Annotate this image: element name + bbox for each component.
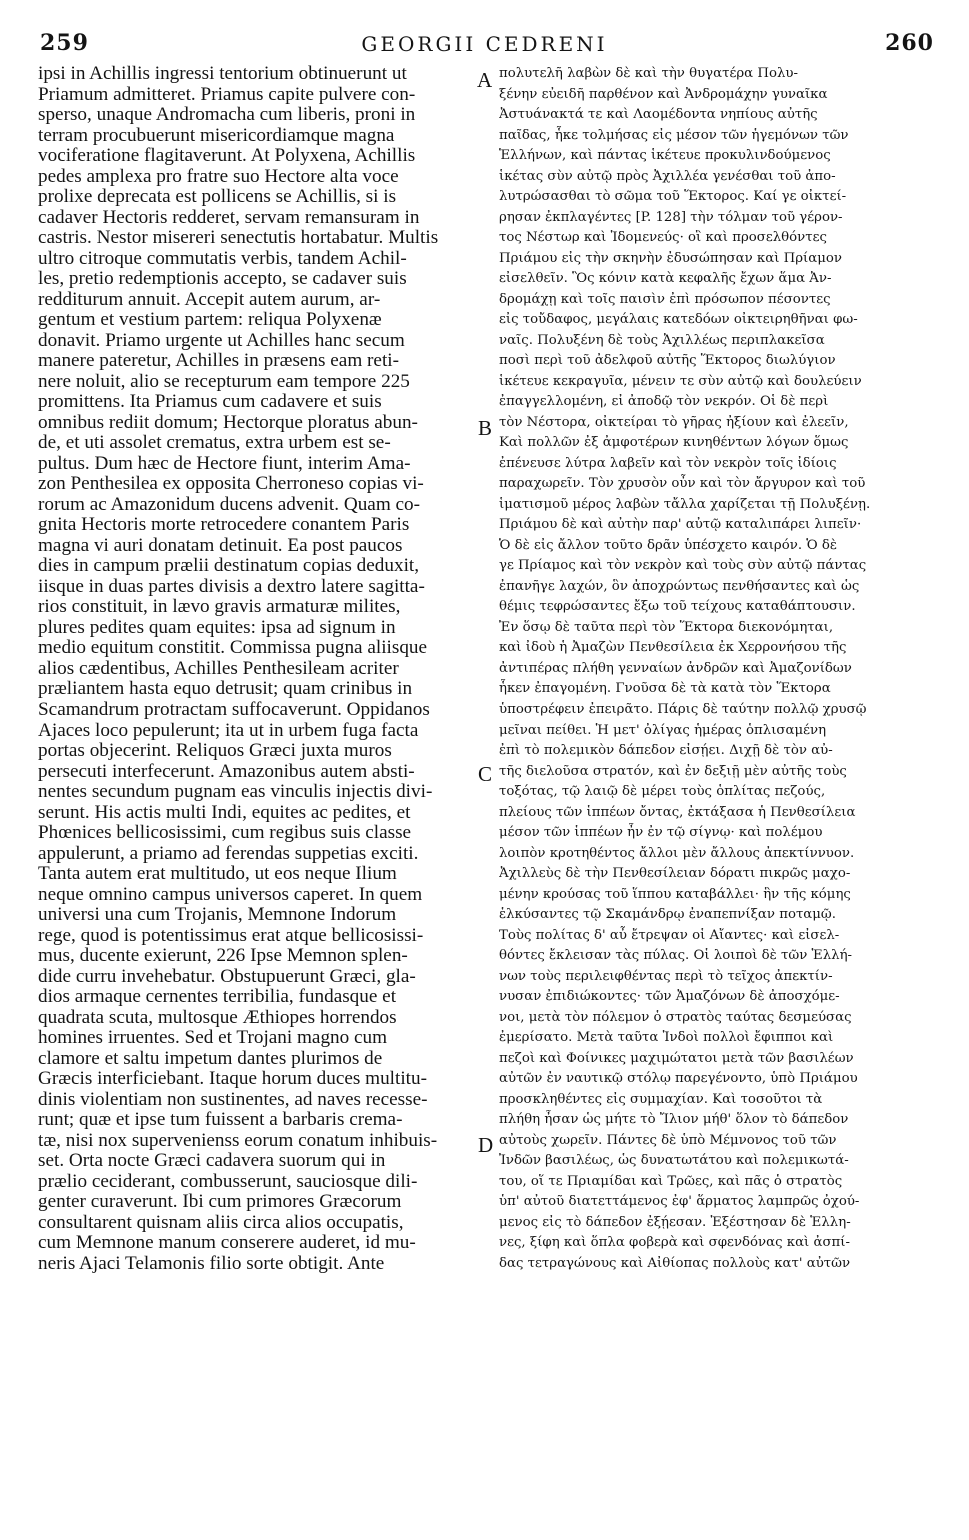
latin-text-line: dios armaque cernentes terribilia, fundasque et	[38, 987, 397, 1008]
latin-text-line: quadrata scuta, multosque Æthiopes horrendos	[38, 1007, 397, 1028]
greek-text-line: ἑλκύσαντες τῷ Σκαμάνδρῳ ἐναπεπνίξαν ποταμῷ.	[499, 907, 836, 923]
greek-text-line: ἱματισμοῦ μέρος λαβὼν τἄλλα χαρίζεται τῇ Πολυξένῃ.	[499, 496, 871, 512]
greek-text-line: Ὁ δὲ εἰς ἄλλον τοῦτο δρᾶν ὑπέσχετο καιρόν. Ὁ δὲ	[499, 537, 838, 553]
latin-text-line: alios cædentibus, Achilles Penthesileam acriter	[38, 658, 399, 679]
latin-text-line: prælio ceciderant, combusserunt, sauciosque dili-	[38, 1171, 418, 1192]
greek-text-line: παῖδας, ἧκε τολμήσας εἰς μέσον τῶν ἡγεμόνων τῶν	[499, 127, 849, 143]
greek-text-line: παραχωρεῖν. Τὸν χρυσὸν οὖν καὶ τὸν ἄργυρον καὶ τοῦ	[499, 476, 866, 492]
greek-text-line: προσκληθέντες εἰς συμμαχίαν. Καὶ τοσοῦτοι τὰ	[499, 1091, 823, 1107]
greek-text-line: ρησαν ἐκπλαγέντες [P. 128] τὴν τόλμαν τοῦ γέρον-	[499, 209, 843, 225]
greek-text-line: Ἀχιλλεὺς δὲ τὴν Πενθεσίλειαν δόρατι πικρῶς μαχο-	[499, 866, 851, 882]
greek-text-line: Ἰνδῶν βασιλέως, ὡς δυνατωτάτου καὶ πολεμικωτά-	[499, 1153, 849, 1169]
latin-text-line: gentum et vestium partem: reliqua Polyxenæ	[38, 310, 382, 331]
latin-text-line: genter curaverunt. Ibi cum primores Græcorum	[38, 1192, 402, 1213]
latin-text-line: zon Penthesilea ex opposita Cherroneso copias vi-	[38, 474, 424, 495]
greek-text-line: Ἑλλήνων, καὶ πάντας ἱκέτευε προκυλινδούμενος	[499, 148, 831, 164]
greek-text-line: ἧκεν ἐπαγομένη. Γνοῦσα δὲ τὰ κατὰ τὸν Ἕκτορα	[499, 681, 831, 697]
margin-letter-c: C	[478, 762, 493, 786]
greek-text-line: πολυτελῆ λαβὼν δὲ καὶ τὴν θυγατέρα Πολυ-	[499, 66, 798, 81]
latin-text-line: sperso, unaque Andromacha cum liberis, proni in	[38, 105, 416, 126]
greek-text-line: νων τοὺς περιλειφθέντας περὶ τὸ τεῖχος ἀπεκτίν-	[499, 968, 833, 984]
latin-text-line: pedes amplexa pro fratre suo Hectore alta voce	[38, 166, 399, 187]
greek-text-line: ἀντιπέρας πλήθη γενναίων ἀνδρῶν καὶ Ἀμαζονίδων	[499, 660, 852, 676]
greek-text-line: ἐπένευσε λύτρα λαβεῖν καὶ τὸν νεκρὸν τοῖς ἰδίοις	[499, 455, 837, 471]
running-title: GEORGII CEDRENI	[361, 32, 608, 56]
greek-text-line: ἱκέτευε κεκραγυῖα, μένειν τε σὺν αὐτῷ καὶ δουλεύειν	[499, 373, 862, 389]
greek-text-line: γε Πρίαμος καὶ τὸν νεκρὸν καὶ τοὺς σὺν αὐτῷ πάντας	[499, 558, 867, 574]
page-number-left: 259	[40, 30, 89, 56]
greek-text-line: πλείους τῶν ἱππέων ὄντας, ἐκτάξασα ἡ Πενθεσίλεια	[499, 804, 856, 820]
greek-text-line: μένην κρούσας τοῦ ἵππου καταβάλλει· ἣν τῆς κόμης	[499, 886, 851, 902]
greek-text-line: λυτρώσασθαι τὸ σῶμα τοῦ Ἕκτορος. Καί γε οἰκτεί-	[499, 189, 847, 205]
latin-text-line: clamore et saltu impetum dantes plurimos de	[38, 1048, 383, 1069]
latin-text-line: rios constituit, in lævo gravis armaturæ milites,	[38, 597, 401, 618]
latin-text-line: dinis violentiam non sustinentes, ad naves recesse-	[38, 1089, 428, 1110]
latin-text-line: appulerunt, a priamo ad ferendas suppetias exciti.	[38, 843, 419, 864]
greek-text-line: θόντες ἔκλεισαν τὰς πύλας. Οἱ λοιποὶ δὲ τῶν Ἑλλή-	[499, 948, 853, 964]
greek-text-line: Πριάμου δὲ καὶ αὐτὴν παρ' αὐτῷ καταλιπάρει λιπεῖν·	[499, 517, 862, 533]
latin-text-line: runt; quæ et ipse tum fuissent a barbaris crema-	[38, 1110, 403, 1131]
latin-text-line: promittens. Ita Priamus cum cadavere et suis	[38, 392, 382, 413]
greek-text-line: ἐπὶ τὸ πολεμικὸν δάπεδον εἰσῄει. Διχῇ δὲ τὸν αὐ-	[499, 743, 833, 759]
greek-text-line: ξένην εὐειδῆ παρθένον καὶ Ἀνδρομάχην γυναῖκα	[499, 86, 828, 102]
running-header	[0, 30, 969, 60]
latin-text-line: prolixe deprecata est pollicens se Achillis, si is	[38, 187, 397, 208]
greek-text-line: λοιπὸν κροτηθέντος ἄλλοι μὲν ἄλλους ἀπεκτίννυον.	[499, 845, 855, 861]
latin-text-line: Scamandrum protractam suffocaverunt. Oppidanos	[38, 699, 430, 720]
greek-text-line: πλήθη ἦσαν ὡς μήτε τὸ Ἴλιον μήθ' ὅλον τὸ δάπεδον	[499, 1112, 849, 1128]
greek-text-line: Ἀστυάνακτά τε καὶ Λαομέδοντα νηπίους αὐτῆς	[499, 107, 818, 123]
greek-text-line: εἰσελθεῖν. Ὃς κόνιν κατὰ κεφαλῆς ἔχων ἅμα Ἀν-	[499, 271, 832, 287]
latin-text-line: terram procubuerunt misericordiamque magna	[38, 125, 395, 146]
latin-text-line: Tanta autem erat multitudo, ut eos neque Ilium	[38, 864, 397, 885]
latin-text-line: vociferatione flagitaverunt. At Polyxena, Achillis	[38, 146, 416, 167]
greek-text-line: ὑποστρέφειν ἐπειρᾶτο. Πάρις δὲ ταύτην πολλῷ χρυσῷ	[499, 701, 867, 717]
greek-text-line: τος Νέστωρ καὶ Ἰδομενεύς· οἳ καὶ προσελθόντες	[499, 230, 827, 246]
latin-text-line: neris Ajaci Telamonis filio sorte obtigit. Ante	[38, 1253, 385, 1274]
greek-text-line: Καὶ πολλῶν ἐξ ἀμφοτέρων κινηθέντων λόγων ὅμως	[499, 435, 849, 451]
latin-text-line: magna vi auri donatam detinuit. Ea post paucos	[38, 535, 403, 556]
latin-text-line: homines irruentes. Sed et Trojani magno cum	[38, 1028, 388, 1049]
latin-text-line: tæ, nisi nox supervenienss eorum conatum inhibuis-	[38, 1130, 438, 1151]
latin-text-line: les, pretio redemptionis accepto, se cadaver suis	[38, 269, 407, 290]
greek-text-line: αὐτῶν ἐν ναυτικῷ στόλῳ παρεγένοντο, ὑπὸ Πριάμου	[499, 1071, 858, 1087]
greek-text-line: εἰς τοὔδαφος, μεγάλαις κατεδόων οἰκτειρηθῆναι φω-	[499, 312, 858, 328]
latin-text-line: redditurum annuit. Accepit autem aurum, ar-	[38, 289, 381, 310]
latin-text-line: medio equitum constitit. Commissa pugna aliisque	[38, 638, 428, 659]
latin-text-line: ipsi in Achillis ingressi tentorium obtinuerunt ut	[38, 64, 407, 84]
latin-text-line: universi una cum Trojanis, Memnone Indorum	[38, 905, 397, 926]
latin-text-line: iisque in duas partes divisis a dextro latere sagitta-	[38, 576, 425, 597]
latin-text-line: præliantem hasta equo detrusit; quam crinibus in	[38, 679, 413, 700]
latin-text-line: cadaver Hectoris redderet, servam remansuram in	[38, 207, 420, 228]
greek-text-line: καὶ ἰδοὺ ἡ Ἀμαζὼν Πενθεσίλεια ἐκ Χερρονήσου τῆς	[499, 640, 847, 656]
greek-text-line: ἱκέτας σὺν αὐτῷ πρὸς Ἀχιλλέα γενέσθαι τοῦ ἀπο-	[499, 168, 836, 184]
latin-text-line: consultarent quisnam aliis circa alios occupatis,	[38, 1212, 404, 1233]
greek-text-line: τὸν Νέστορα, οἰκτείραι τὸ γῆρας ἠξίουν καὶ ἐλεεῖν,	[499, 414, 849, 430]
greek-text-line: μεῖναι πείθει. Ἡ μετ' ὀλίγας ἡμέρας ὁπλισαμένη	[499, 722, 827, 738]
page-number-right: 260	[885, 30, 934, 56]
greek-text-line: πεζοὶ καὶ Φοίνικες μαχιμώτατοι μετὰ τῶν βασιλέων	[499, 1050, 854, 1066]
greek-text-line: ποσὶ περὶ τοῦ ἀδελφοῦ αὐτῆς Ἕκτορος διωλύγιον	[499, 353, 836, 369]
greek-text-line: ἐπαγγελλομένη, εἰ ἀποδῷ τὸν νεκρόν. Οἱ δὲ περὶ	[499, 394, 829, 410]
margin-letter-b: B	[478, 416, 493, 440]
latin-text-line: neque omnino campus universos caperet. In quem	[38, 884, 423, 905]
latin-text-line: rege, quod is potentissimus erat atque bellicosissi-	[38, 925, 424, 946]
latin-text-line: persecuti interfecerunt. Amazonibus autem absti-	[38, 761, 415, 782]
greek-text-line: ἐπανῆγε λαχών, ὃν ἀποχρώντως πενθήσαντες καὶ ὡς	[499, 578, 860, 594]
greek-text-line: θέμις τεφρώσαντες ἔξω τοῦ τείχους καταθάπτουσιν.	[499, 599, 856, 615]
latin-text-line: nentes secundum pugnam eas vinculis injectis divi-	[38, 782, 433, 803]
latin-text-line: cum Memnone manum conserere auderet, id mu-	[38, 1233, 416, 1254]
greek-column	[499, 64, 934, 1514]
greek-text-line: του, οἵ τε Πριαμίδαι καὶ Τρῶες, καὶ πᾶς ὁ στρατὸς	[499, 1173, 843, 1189]
latin-text-line: manere pateretur, Achilles in præsens eam reti-	[38, 351, 399, 372]
greek-text-line: αὐτοὺς χωρεῖν. Πάντες δὲ ὑπὸ Μέμνονος τοῦ τῶν	[499, 1132, 837, 1148]
latin-column	[38, 64, 471, 1514]
latin-text-line: rorum ac Amazonidum ducens advenit. Quam co-	[38, 494, 421, 515]
greek-text-line: ὑπ' αὐτοῦ διατεττάμενος ἐφ' ἅρματος λαμπρῶς ὀχού-	[499, 1194, 860, 1210]
greek-text-line: Ἐν ὅσῳ δὲ ταῦτα περὶ τὸν Ἕκτορα διεκονόμηται,	[499, 619, 834, 635]
greek-text-line: μέσον τῶν ἱππέων ἦν ἐν τῷ σίγνῳ· καὶ πολέμου	[499, 825, 823, 841]
greek-text-line: δρομάχῃ καὶ τοῖς παισὶν ἐπὶ πρόσωπον πέσοντες	[499, 291, 831, 307]
latin-text-line: set. Orta nocte Græci cadavera suorum qui in	[38, 1151, 386, 1172]
latin-text-line: donavit. Priamo urgente ut Achilles hanc secum	[38, 330, 405, 351]
latin-text-line: Phœnices bellicosissimi, cum regibus suis classe	[38, 823, 412, 844]
latin-text-line: Ajaces loco pepulerunt; ita ut in urbem fuga facta	[38, 720, 419, 741]
latin-text-line: Priamum admitteret. Priamus capite pulvere con-	[38, 84, 416, 105]
latin-text-line: omnibus rediit domum; Hectorque ploratus abun-	[38, 412, 418, 433]
greek-text-line: ἐμερίσατο. Μετὰ ταῦτα Ἰνδοὶ πολλοὶ ἔφιπποι καὶ	[499, 1030, 834, 1046]
greek-text-line: Πριάμου εἰς τὴν σκηνὴν ἐδυσώπησαν καὶ Πρίαμον	[499, 250, 842, 266]
latin-text-line: nere noluit, alio se recepturum eam tempore 225	[38, 371, 410, 392]
greek-text-line: τοξότας, τῷ λαιῷ δὲ μέρει τοὺς ὁπλίτας πεζούς,	[499, 784, 826, 800]
greek-text-line: νες, ξίφη καὶ ὅπλα φοβερὰ καὶ σφενδόνας καὶ ἀσπί-	[499, 1235, 851, 1251]
latin-text-line: de, et uti assolet crematus, extra urbem est se-	[38, 433, 391, 454]
greek-text-line: τῆς διελοῦσα στρατόν, καὶ ἐν δεξιῇ μὲν αὐτῆς τοὺς	[499, 763, 847, 779]
latin-text-line: serunt. His actis multi Indi, equites ac pedites, et	[38, 802, 411, 823]
latin-text-line: portas objecerint. Reliquos Græci juxta muros	[38, 741, 392, 762]
latin-text-line: dide curru invehebatur. Obstupuerunt Græci, gla-	[38, 966, 416, 987]
greek-text-line: νυσαν ἐπιδιώκοντες· τῶν Ἀμαζόνων δὲ ἀποσχόμε-	[499, 989, 840, 1005]
margin-letter-a: A	[477, 68, 493, 92]
greek-text-line: νοι, μετὰ τὸν πόλεμον ὁ στρατὸς ταύτας δεσμεύσας	[499, 1009, 852, 1025]
greek-text-line: δας τετραγώνους καὶ Αἰθίοπας πολλοὺς κατ' αὐτῶν	[499, 1255, 851, 1271]
latin-text-line: pultus. Dum hæc de Hectore fiunt, interim Ama-	[38, 453, 411, 474]
latin-text-line: ultro citroque commutatis verbis, tandem Achil-	[38, 248, 407, 269]
greek-text-line: μενος εἰς τὸ δάπεδον ἐξῄεσαν. Ἐξέστησαν δὲ Ἑλλη-	[499, 1214, 851, 1230]
latin-text-line: dies in campum prælii destinatum copias deduxit,	[38, 556, 420, 577]
latin-text-line: plures pedites quam equites: ipsa ad signum in	[38, 617, 396, 638]
margin-letter-d: D	[478, 1133, 494, 1157]
latin-text-line: mus, ducente exierunt, 226 Ipse Memnon splen-	[38, 946, 408, 967]
greek-text-line: Τοὺς πολίτας δ' αὖ ἔτρεψαν οἱ Αἴαντες· καὶ εἰσελ-	[499, 927, 840, 943]
greek-text-line: ναῖς. Πολυξένη δὲ τοὺς Ἀχιλλέως περιπλακεῖσα	[499, 332, 825, 348]
latin-text-line: castris. Nestor misereri senectutis hortabatur. Multis	[38, 228, 439, 249]
latin-text-line: gnita Hectoris morte retrocedere conantem Paris	[38, 515, 410, 536]
latin-text-line: Græcis interficiebant. Itaque horum duces multitu-	[38, 1069, 427, 1090]
